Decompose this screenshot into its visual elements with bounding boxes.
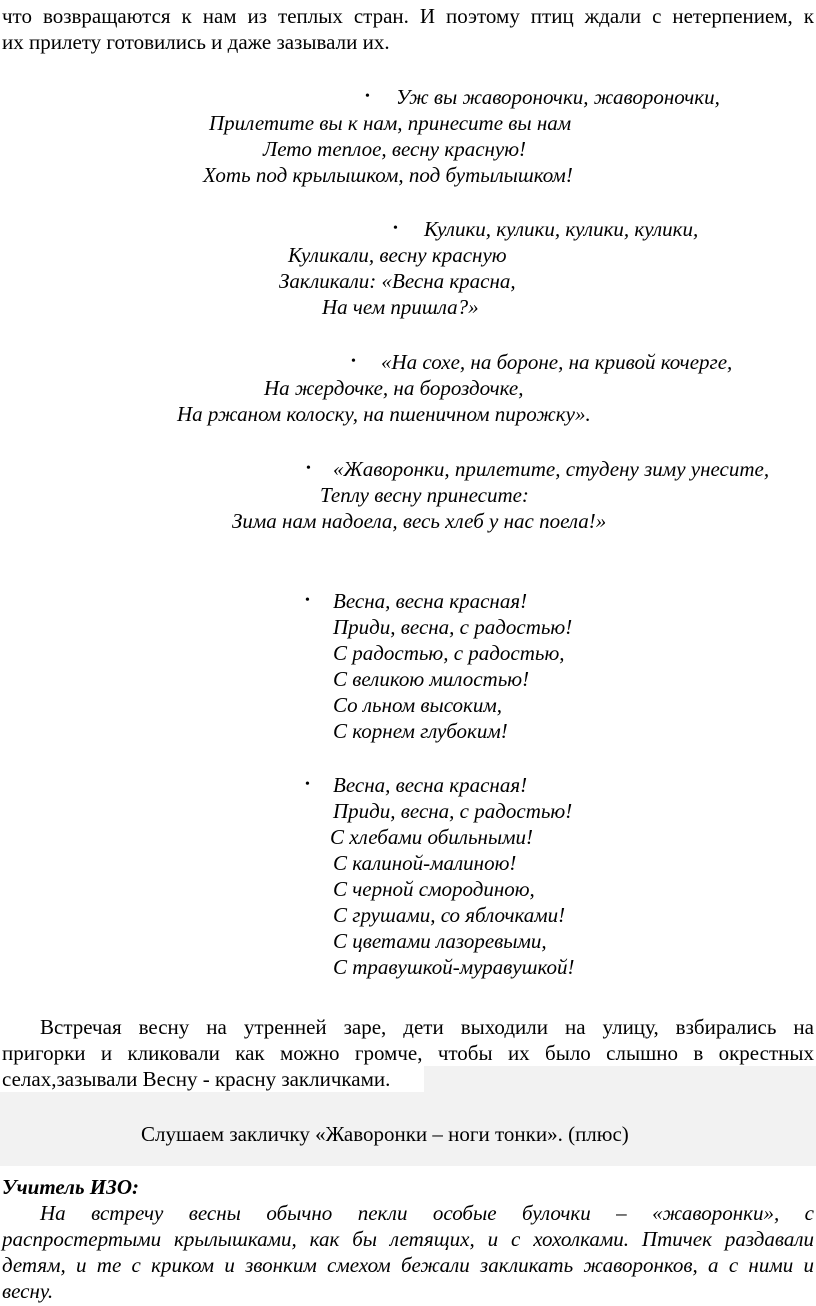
verse-6-line-6: С грушами, со яблочками! xyxy=(333,903,566,927)
bullet-icon: • xyxy=(365,89,370,104)
bullet-icon: • xyxy=(305,593,310,608)
listen-line: Слушаем закличку «Жаворонки – ноги тонки». (плюс) xyxy=(141,1122,629,1146)
verse-3-line-1: «На сохе, на бороне, на кривой кочерге, xyxy=(381,350,733,374)
verse-5-line-1: Весна, весна красная! xyxy=(333,589,528,613)
verse-6-line-7: С цветами лазоревыми, xyxy=(333,929,547,953)
verse-1-line-4: Хоть под крылышком, под бутылышком! xyxy=(203,163,573,187)
bullet-icon: • xyxy=(393,221,398,236)
verse-1-line-1: Уж вы жавороночки, жавороночки, xyxy=(396,85,720,109)
verse-5-line-3: С радостью, с радостью, xyxy=(333,641,565,665)
paragraph-line-3: селах,зазывали Весну - красну закличками. xyxy=(2,1067,391,1091)
verse-6-line-1: Весна, весна красная! xyxy=(333,773,528,797)
teacher-line-1: На встречу весны обычно пекли особые булочки – «жаворонки», с xyxy=(40,1201,814,1225)
verse-5-line-5: Со льном высоким, xyxy=(333,693,502,717)
bullet-icon: • xyxy=(351,354,356,369)
verse-6-line-5: С черной смородиною, xyxy=(333,877,535,901)
verse-3-line-2: На жердочке, на бороздочке, xyxy=(264,376,524,400)
verse-6-line-4: С калиной-малиною! xyxy=(333,851,517,875)
paragraph-line-1: Встречая весну на утренней заре, дети выходили на улицу, взбирались на xyxy=(40,1015,814,1039)
verse-2-line-1: Кулики, кулики, кулики, кулики, xyxy=(424,217,699,241)
teacher-line-4: весну. xyxy=(2,1279,54,1303)
intro-line-1: что возвращаются к нам из теплых стран. И поэтому птиц ждали с нетерпением, к xyxy=(2,4,814,28)
verse-4-line-1: «Жаворонки, прилетите, студену зиму унесите, xyxy=(333,457,770,481)
verse-1-line-3: Лето теплое, весну красную! xyxy=(263,137,527,161)
verse-5-line-6: С корнем глубоким! xyxy=(333,719,508,743)
verse-2-line-4: На чем пришла?» xyxy=(322,295,479,319)
teacher-line-3: детям, и те с криком и звонким смехом бежали закликать жаворонков, а с ними и xyxy=(2,1253,814,1277)
verse-6-line-3: С хлебами обильными! xyxy=(330,825,534,849)
teacher-line-2: распростертыми крылышками, как бы летящих, и с хохолками. Птичек раздавали xyxy=(2,1227,814,1251)
verse-5-line-2: Приди, весна, с радостью! xyxy=(333,615,573,639)
verse-2-line-2: Куликали, весну красную xyxy=(288,243,507,267)
intro-line-2: их прилету готовились и даже зазывали их. xyxy=(2,30,390,54)
verse-2-line-3: Закликали: «Весна красна, xyxy=(279,269,516,293)
bullet-icon: • xyxy=(305,777,310,792)
verse-5-line-4: С великою милостью! xyxy=(333,667,530,691)
verse-1-line-2: Прилетите вы к нам, принесите вы нам xyxy=(209,111,572,135)
verse-3-line-3: На ржаном колоску, на пшеничном пирожку». xyxy=(177,402,591,426)
verse-6-line-8: С травушкой-муравушкой! xyxy=(333,955,575,979)
verse-4-line-2: Теплу весну принесите: xyxy=(320,483,529,507)
paragraph-line-2: пригорки и кликовали как можно громче, чтобы их было слышно в окрестных xyxy=(2,1041,814,1065)
verse-6-line-2: Приди, весна, с радостью! xyxy=(333,799,573,823)
verse-4-line-3: Зима нам надоела, весь хлеб у нас поела!» xyxy=(232,509,607,533)
teacher-heading: Учитель ИЗО: xyxy=(2,1175,139,1199)
bullet-icon: • xyxy=(306,461,311,476)
